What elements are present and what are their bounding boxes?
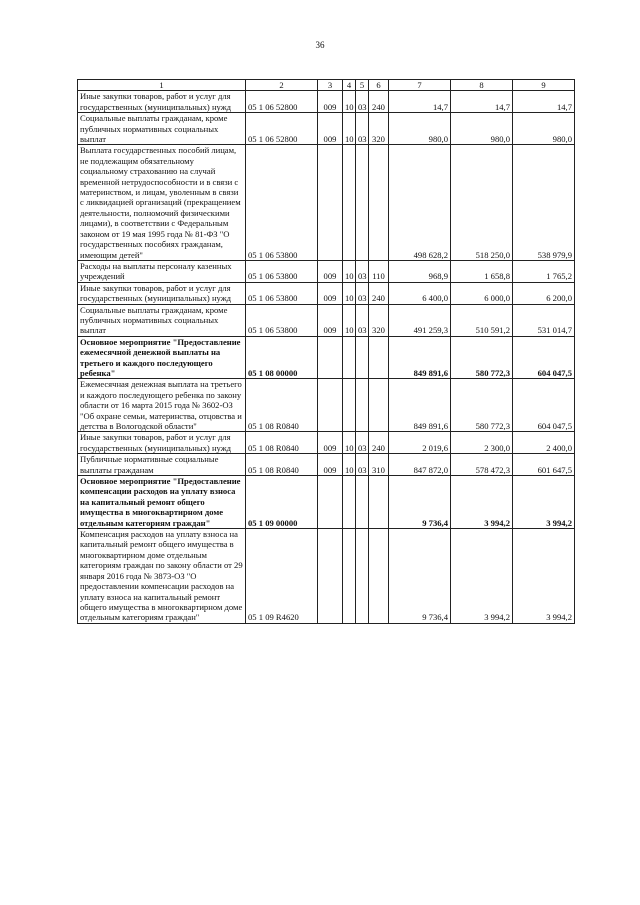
row-section-cell: 10 <box>343 260 356 282</box>
row-subsection-cell: 03 <box>356 304 369 336</box>
row-ministry-cell <box>318 529 343 624</box>
row-section-cell: 10 <box>343 282 356 304</box>
table-row <box>78 91 575 113</box>
row-expense-type-cell <box>369 476 389 529</box>
column-header: 3 <box>318 80 343 91</box>
row-ministry-cell <box>318 379 343 432</box>
row-expense-type-cell: 310 <box>369 454 389 476</box>
row-amount-cell: 3 994,2 <box>513 529 575 624</box>
row-amount-cell: 6 000,0 <box>451 282 513 304</box>
row-section-cell <box>343 145 356 260</box>
row-amount-cell: 9 736,4 <box>389 529 451 624</box>
table-row <box>78 529 575 624</box>
row-amount-cell: 9 736,4 <box>389 476 451 529</box>
row-code-cell: 05 1 06 53800 <box>246 282 318 304</box>
column-header: 2 <box>246 80 318 91</box>
row-code-cell: 05 1 06 53800 <box>246 145 318 260</box>
row-amount-cell: 604 047,5 <box>513 379 575 432</box>
row-amount-cell: 2 300,0 <box>451 432 513 454</box>
table-row <box>78 476 575 529</box>
row-amount-cell: 2 400,0 <box>513 432 575 454</box>
row-expense-type-cell: 240 <box>369 432 389 454</box>
row-amount-cell: 849 891,6 <box>389 336 451 379</box>
row-subsection-cell: 03 <box>356 432 369 454</box>
table-row <box>78 336 575 379</box>
column-header: 7 <box>389 80 451 91</box>
row-name-cell: Иные закупки товаров, работ и услуг для государственных (муниципальных) нужд <box>78 282 246 304</box>
table-row <box>78 145 575 260</box>
table-header-row <box>78 80 575 91</box>
row-code-cell: 05 1 08 R0840 <box>246 432 318 454</box>
table-row <box>78 113 575 145</box>
row-ministry-cell: 009 <box>318 304 343 336</box>
row-amount-cell: 14,7 <box>389 91 451 113</box>
row-expense-type-cell <box>369 379 389 432</box>
row-expense-type-cell: 240 <box>369 282 389 304</box>
row-amount-cell: 847 872,0 <box>389 454 451 476</box>
row-expense-type-cell <box>369 529 389 624</box>
row-expense-type-cell: 240 <box>369 91 389 113</box>
row-subsection-cell <box>356 145 369 260</box>
row-section-cell <box>343 336 356 379</box>
row-amount-cell: 6 400,0 <box>389 282 451 304</box>
row-subsection-cell: 03 <box>356 454 369 476</box>
row-amount-cell: 3 994,2 <box>513 476 575 529</box>
row-code-cell: 05 1 09 R4620 <box>246 529 318 624</box>
row-section-cell: 10 <box>343 304 356 336</box>
table-row <box>78 432 575 454</box>
row-expense-type-cell <box>369 145 389 260</box>
row-ministry-cell: 009 <box>318 282 343 304</box>
row-name-cell: Основное мероприятие "Предоставление компенсации расходов на уплату взноса на капитальный ремонт общего имущества в многоквартирном доме отдельным категориям граждан" <box>78 476 246 529</box>
row-amount-cell: 980,0 <box>451 113 513 145</box>
row-expense-type-cell <box>369 336 389 379</box>
row-ministry-cell <box>318 145 343 260</box>
row-amount-cell: 578 472,3 <box>451 454 513 476</box>
row-code-cell: 05 1 08 R0840 <box>246 379 318 432</box>
row-amount-cell: 14,7 <box>513 91 575 113</box>
row-section-cell: 10 <box>343 113 356 145</box>
table-row <box>78 379 575 432</box>
row-name-cell: Расходы на выплаты персоналу казенных учреждений <box>78 260 246 282</box>
budget-table <box>77 79 575 624</box>
table-row <box>78 304 575 336</box>
row-amount-cell: 518 250,0 <box>451 145 513 260</box>
row-amount-cell: 14,7 <box>451 91 513 113</box>
row-ministry-cell: 009 <box>318 260 343 282</box>
row-section-cell <box>343 476 356 529</box>
row-expense-type-cell: 110 <box>369 260 389 282</box>
table-row <box>78 454 575 476</box>
row-name-cell: Выплата государственных пособий лицам, не подлежащим обязательному социальному страхованию на случай временной нетрудоспособности и в связи с материнством, и лицам, уволенным в связи с ликвидацией организаций (прекращением деятельности, полномочий физическими лицами), в соответствии с Федеральным законом от 19 мая 1995 года № 81-ФЗ "О государственных пособиях гражданам, имеющим детей" <box>78 145 246 260</box>
budget-table-body <box>78 80 575 624</box>
row-amount-cell: 980,0 <box>389 113 451 145</box>
row-code-cell: 05 1 09 00000 <box>246 476 318 529</box>
row-name-cell: Публичные нормативные социальные выплаты гражданам <box>78 454 246 476</box>
row-amount-cell: 498 628,2 <box>389 145 451 260</box>
table-row <box>78 282 575 304</box>
row-section-cell <box>343 379 356 432</box>
row-name-cell: Иные закупки товаров, работ и услуг для государственных (муниципальных) нужд <box>78 432 246 454</box>
page-number: 36 <box>315 40 325 50</box>
row-ministry-cell <box>318 476 343 529</box>
row-name-cell: Ежемесячная денежная выплата на третьего и каждого последующего ребенка по закону области от 16 марта 2015 года № 3602-ОЗ "Об охране семьи, материнства, отцовства и детства в Вологодской области" <box>78 379 246 432</box>
row-code-cell: 05 1 06 53800 <box>246 260 318 282</box>
row-name-cell: Социальные выплаты гражданам, кроме публичных нормативных социальных выплат <box>78 113 246 145</box>
row-amount-cell: 849 891,6 <box>389 379 451 432</box>
row-code-cell: 05 1 08 R0840 <box>246 454 318 476</box>
row-ministry-cell: 009 <box>318 113 343 145</box>
row-subsection-cell <box>356 379 369 432</box>
row-subsection-cell <box>356 529 369 624</box>
row-name-cell: Иные закупки товаров, работ и услуг для государственных (муниципальных) нужд <box>78 91 246 113</box>
row-code-cell: 05 1 08 00000 <box>246 336 318 379</box>
row-subsection-cell: 03 <box>356 91 369 113</box>
row-amount-cell: 3 994,2 <box>451 529 513 624</box>
column-header: 8 <box>451 80 513 91</box>
column-header: 6 <box>369 80 389 91</box>
row-subsection-cell: 03 <box>356 282 369 304</box>
row-amount-cell: 580 772,3 <box>451 336 513 379</box>
row-amount-cell: 2 019,6 <box>389 432 451 454</box>
column-header: 1 <box>78 80 246 91</box>
row-amount-cell: 601 647,5 <box>513 454 575 476</box>
row-amount-cell: 3 994,2 <box>451 476 513 529</box>
row-subsection-cell: 03 <box>356 260 369 282</box>
row-subsection-cell <box>356 476 369 529</box>
row-section-cell: 10 <box>343 432 356 454</box>
column-header: 4 <box>343 80 356 91</box>
table-row <box>78 260 575 282</box>
row-amount-cell: 580 772,3 <box>451 379 513 432</box>
row-amount-cell: 980,0 <box>513 113 575 145</box>
row-amount-cell: 968,9 <box>389 260 451 282</box>
row-ministry-cell <box>318 336 343 379</box>
row-ministry-cell: 009 <box>318 432 343 454</box>
row-name-cell: Компенсация расходов на уплату взноса на капитальный ремонт общего имущества в многоквартирном доме отдельным категориям граждан по закону области от 29 января 2016 года № 3873-ОЗ "О предоставлении компенсации расходов на уплату взноса на капитальный ремонт общего имущества в многоквартирном доме отдельным категориям граждан" <box>78 529 246 624</box>
row-amount-cell: 491 259,3 <box>389 304 451 336</box>
row-code-cell: 05 1 06 52800 <box>246 113 318 145</box>
row-section-cell: 10 <box>343 454 356 476</box>
row-code-cell: 05 1 06 52800 <box>246 91 318 113</box>
row-section-cell <box>343 529 356 624</box>
row-expense-type-cell: 320 <box>369 304 389 336</box>
row-amount-cell: 510 591,2 <box>451 304 513 336</box>
row-amount-cell: 538 979,9 <box>513 145 575 260</box>
row-name-cell: Социальные выплаты гражданам, кроме публичных нормативных социальных выплат <box>78 304 246 336</box>
column-header: 9 <box>513 80 575 91</box>
row-name-cell: Основное мероприятие "Предоставление ежемесячной денежной выплаты на третьего и каждого последующего ребенка" <box>78 336 246 379</box>
row-amount-cell: 1 658,8 <box>451 260 513 282</box>
row-ministry-cell: 009 <box>318 454 343 476</box>
row-amount-cell: 6 200,0 <box>513 282 575 304</box>
row-ministry-cell: 009 <box>318 91 343 113</box>
row-amount-cell: 1 765,2 <box>513 260 575 282</box>
row-code-cell: 05 1 06 53800 <box>246 304 318 336</box>
row-amount-cell: 604 047,5 <box>513 336 575 379</box>
row-subsection-cell: 03 <box>356 113 369 145</box>
row-subsection-cell <box>356 336 369 379</box>
row-section-cell: 10 <box>343 91 356 113</box>
row-amount-cell: 531 014,7 <box>513 304 575 336</box>
row-expense-type-cell: 320 <box>369 113 389 145</box>
column-header: 5 <box>356 80 369 91</box>
